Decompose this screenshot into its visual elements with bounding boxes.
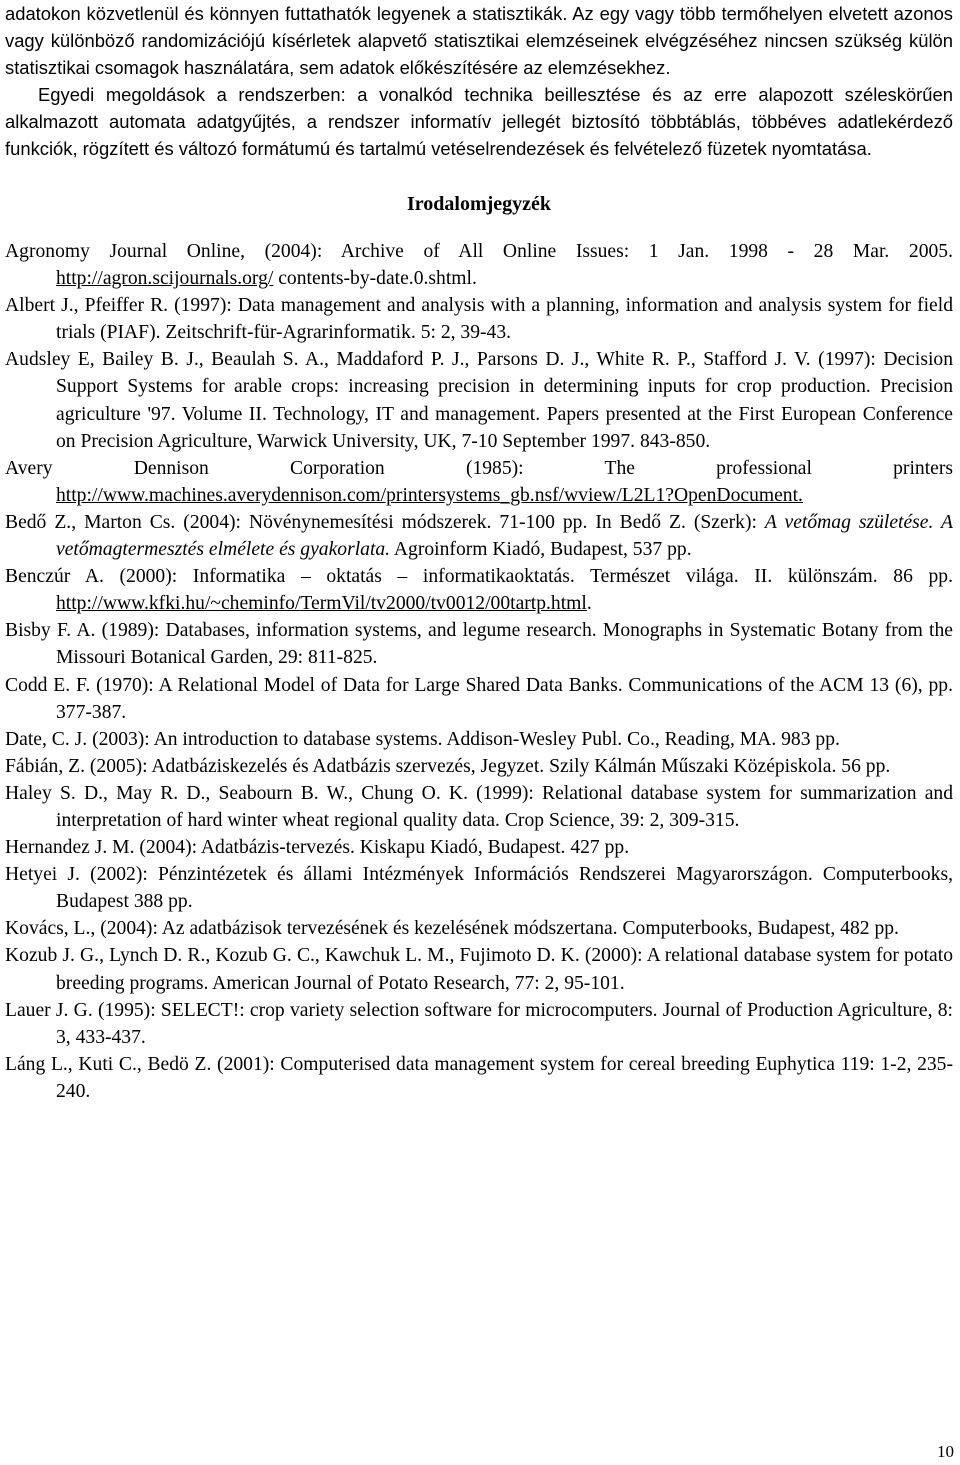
reference-item: Audsley E, Bailey B. J., Beaulah S. A., Maddaford P. J., Parsons D. J., White R. P., Stafford J. V. (1997): Decision Support Systems for arable crops: increasing precision in determining inputs for crop production. Precision agriculture '97. Volume II. Technology, IT and management. Papers presented at the First European Conference on Precision Agriculture, Warwick University, UK, 7-10 September 1997. 843-850. [5, 349, 953, 452]
reference-item: Hetyei J. (2002): Pénzintézetek és állami Intézmények Információs Rendszerei Magyarországon. Computerbooks, Budapest 388 pp. [5, 864, 953, 913]
reference-text-tail: contents-by-date.0.shtml. [273, 268, 477, 290]
reference-item: Lauer J. G. (1995): SELECT!: crop variety selection software for microcomputers. Journal of Production Agriculture, 8: 3, 433-437. [5, 999, 953, 1048]
reference-link[interactable]: http://agron.scijournals.org/ [56, 268, 274, 290]
reference-item: Haley S. D., May R. D., Seabourn B. W., Chung O. K. (1999): Relational database system for summarization and interpretation of hard winter wheat regional quality data. Crop Science, 39: 2, 309-315. [5, 782, 953, 831]
reference-text: Bedő Z., Marton Cs. (2004): Növénynemesítési módszerek. 71-100 pp. In Bedő Z. (Szerk): [5, 511, 765, 533]
reference-text: Agronomy Journal Online, (2004): Archive of All Online Issues: 1 Jan. 1998 - 28 Mar. 2005. [5, 241, 953, 262]
reference-item: Codd E. F. (1970): A Relational Model of Data for Large Shared Data Banks. Communications of the ACM 13 (6), pp. 377-387. [5, 674, 953, 723]
paragraph-intro: adatokon közvetlenül és könnyen futtathatók legyenek a statisztikák. Az egy vagy több termőhelyen elvetett azonos vagy különböző randomizációjú kísérletek alapvető statisztikai elemzéseinek elvégzéséhez nincsen szükség külön statisztikai csomagok használatára, sem adatok előkészítésére az elemzésekhez. [5, 3, 953, 78]
reference-item: Bisby F. A. (1989): Databases, information systems, and legume research. Monographs in Systematic Botany from the Missouri Botanical Garden, 29: 811-825. [5, 620, 953, 669]
reference-item [5, 509, 953, 563]
references-heading: Irodalomjegyzék [406, 193, 552, 215]
reference-item [5, 455, 953, 509]
reference-item: Kozub J. G., Lynch D. R., Kozub G. C., Kawchuk L. M., Fujimoto D. K. (2000): A relational database system for potato breeding programs. American Journal of Potato Research, 77: 2, 95-101. [5, 945, 953, 994]
reference-text: Benczúr A. (2000): Informatika – oktatás – informatikaoktatás. Természet világa. II. különszám. 86 pp. [5, 566, 953, 588]
reference-link[interactable]: http://www.kfki.hu/~cheminfo/TermVil/tv2000/tv0012/00tartp.html [56, 593, 587, 615]
body-text [5, 0, 953, 162]
reference-item: Hernandez J. M. (2004): Adatbázis-tervezés. Kiskapu Kiadó, Budapest. 427 pp. [5, 837, 630, 859]
reference-item [5, 563, 953, 617]
reference-italic-title: A vetőmag születése. A vetőmagtermesztés elmélete és gyakorlata. [56, 511, 953, 561]
page-number: 10 [937, 1442, 954, 1461]
reference-item: Fábián, Z. (2005): Adatbáziskezelés és Adatbázis szervezés, Jegyzet. Szily Kálmán Műszaki Középiskola. 56 pp. [5, 755, 891, 777]
reference-item [5, 238, 953, 292]
paragraph-solutions: Egyedi megoldások a rendszerben: a vonalkód technika beillesztése és az erre alapozott széleskörűen alkalmazott automata adatgyűjtés, a rendszer informatív jellegét biztosító többtáblás, többéves adatlekérdező funkciók, rögzített és változó formátumú és tartalmú vetéselrendezések és felvételező füzetek nyomtatása. [5, 84, 953, 159]
reference-link[interactable]: http://www.machines.averydennison.com/printersystems_gb.nsf/wview/L2L1?OpenDocument. [56, 484, 803, 506]
reference-item: Kovács, L., (2004): Az adatbázisok tervezésének és kezelésének módszertana. Computerbooks, Budapest, 482 pp. [5, 918, 899, 940]
reference-item: Date, C. J. (2003): An introduction to database systems. Addison-Wesley Publ. Co., Reading, MA. 983 pp. [5, 728, 840, 750]
reference-list [5, 238, 953, 1105]
reference-text-tail: . [586, 593, 592, 615]
reference-item: Láng L., Kuti C., Bedö Z. (2001): Computerised data management system for cereal breeding Euphytica 119: 1-2, 235-240. [5, 1053, 953, 1102]
reference-text-tail: Agroinform Kiadó, Budapest, 537 pp. [390, 539, 692, 561]
reference-item: Albert J., Pfeiffer R. (1997): Data management and analysis with a planning, information and analysis system for field trials (PIAF). Zeitschrift-für-Agrarinformatik. 5: 2, 39-43. [5, 295, 953, 344]
document-page [5, 0, 953, 1105]
reference-text: Avery Dennison Corporation (1985): The professional printers [5, 457, 953, 479]
